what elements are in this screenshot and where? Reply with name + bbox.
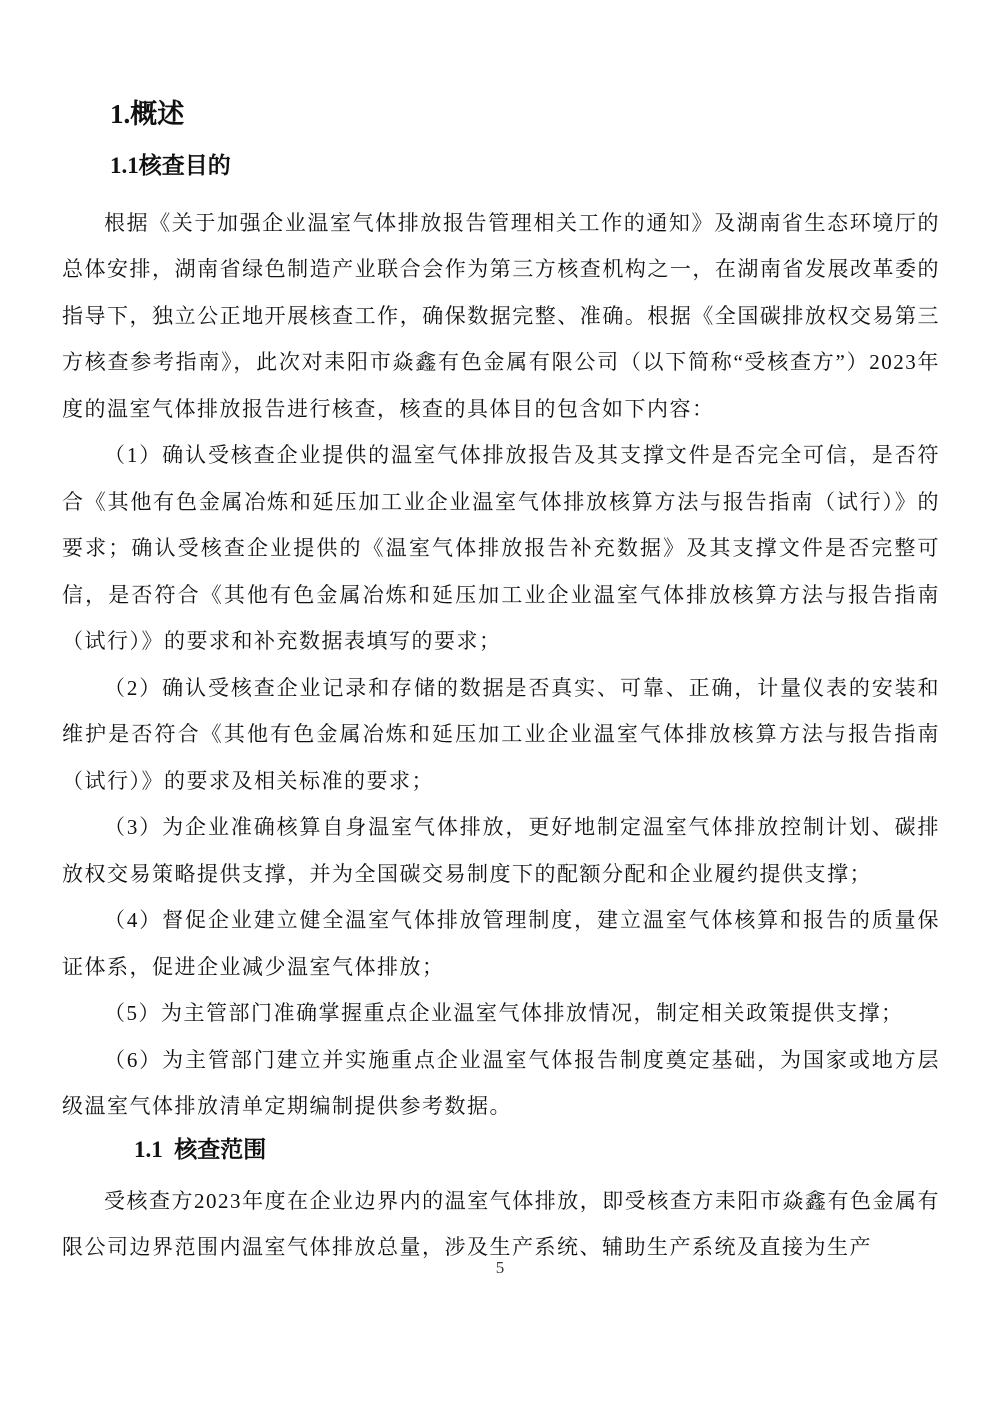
page-number: 5 xyxy=(495,1258,505,1277)
paragraph-item-6: （6）为主管部门建立并实施重点企业温室气体报告制度奠定基础，为国家或地方层级温室气体排放清单定期编制提供参考数据。 xyxy=(62,1047,940,1119)
page-content xyxy=(62,98,940,1271)
paragraph-scope: 受核查方2023年度在企业边界内的温室气体排放，即受核查方耒阳市焱鑫有色金属有限公司边界范围内温室气体排放总量，涉及生产系统、辅助生产系统及直接为生产 xyxy=(62,1188,940,1260)
paragraph-item-1: （1）确认受核查企业提供的温室气体排放报告及其支撑文件是否完全可信，是否符合《其他有色金属冶炼和延压加工业企业温室气体排放核算方法与报告指南（试行）》的要求；确认受核查企业提供的《温室气体排放报告补充数据》及其支撑文件是否完整可信，是否符合《其他有色金属冶炼和延压加工业企业温室气体排放核算方法与报告指南（试行）》的要求和补充数据表填写的要求； xyxy=(62,443,940,654)
paragraph-item-2: （2）确认受核查企业记录和存储的数据是否真实、可靠、正确，计量仪表的安装和维护是否符合《其他有色金属冶炼和延压加工业企业温室气体排放核算方法与报告指南（试行）》的要求及相关标准的要求； xyxy=(62,675,940,793)
paragraph-intro: 根据《关于加强企业温室气体排放报告管理相关工作的通知》及湖南省生态环境厅的总体安排，湖南省绿色制造产业联合会作为第三方核查机构之一，在湖南省发展改革委的指导下，独立公正地开展核查工作，确保数据完整、准确。根据《全国碳排放权交易第三方核查参考指南》，此次对耒阳市焱鑫有色金属有限公司（以下简称“受核查方”）2023年度的温室气体排放报告进行核查，核查的具体目的包含如下内容： xyxy=(62,210,940,421)
paragraph-item-3: （3）为企业准确核算自身温室气体排放，更好地制定温室气体排放控制计划、碳排放权交易策略提供支撑，并为全国碳交易制度下的配额分配和企业履约提供支撑； xyxy=(62,815,940,886)
subsection-heading-purpose: 1.1核查目的 xyxy=(110,153,231,179)
section-heading-overview: 1.概述 xyxy=(110,99,185,129)
subsection-heading-scope: 1.1 核查范围 xyxy=(134,1136,267,1162)
paragraph-item-5: （5）为主管部门准确掌握重点企业温室气体排放情况，制定相关政策提供支撑； xyxy=(104,1001,904,1026)
paragraph-item-4: （4）督促企业建立健全温室气体排放管理制度，建立温室气体核算和报告的质量保证体系，促进企业减少温室气体排放； xyxy=(62,908,940,979)
